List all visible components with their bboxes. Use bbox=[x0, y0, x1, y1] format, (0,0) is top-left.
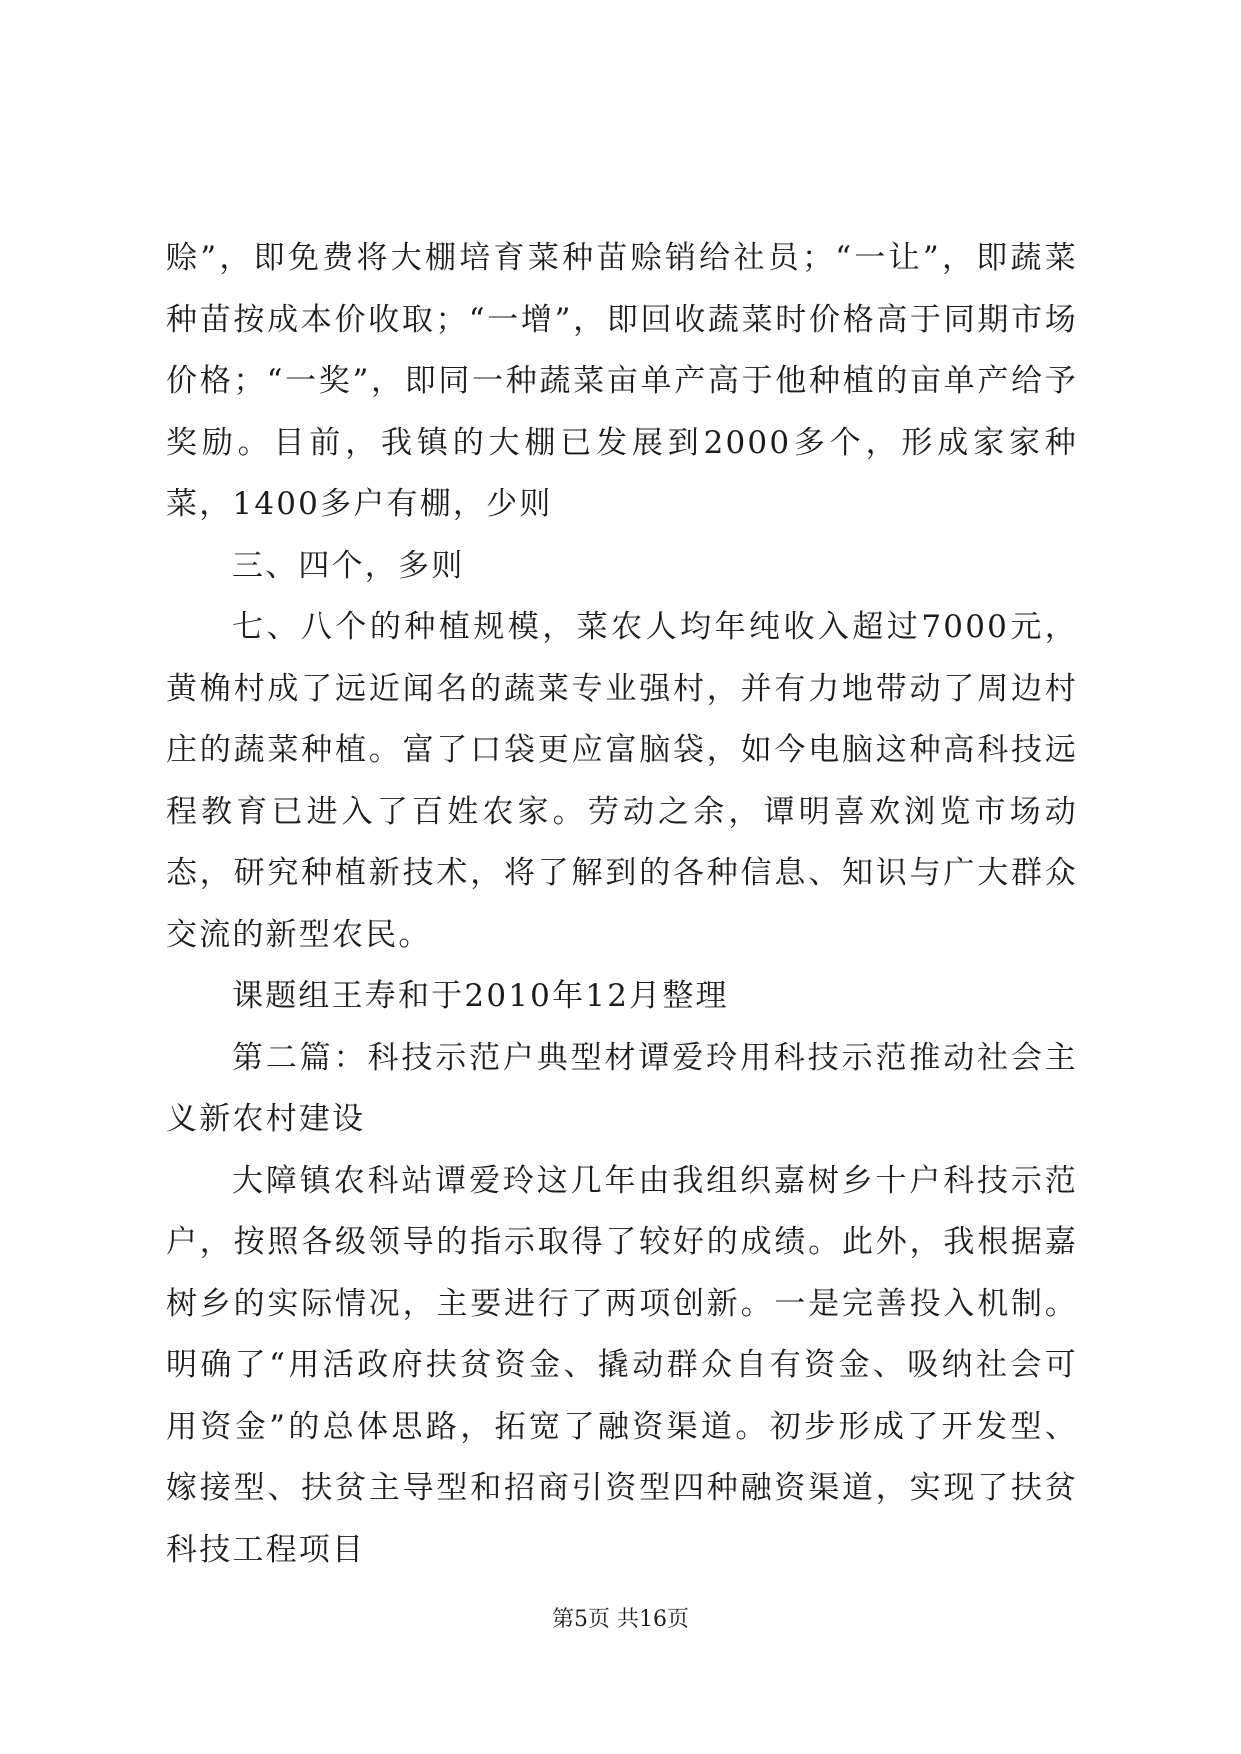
section-heading: 第二篇：科技示范户典型材谭爱玲用科技示范推动社会主义新农村建设 bbox=[166, 1039, 1078, 1137]
paragraph-1: 赊”，即免费将大棚培育菜种苗赊销给社员；“一让”，即蔬菜种苗按成本价收取；“一增”，即回收蔬菜时价格高于同期市场价格；“一奖”，即同一种蔬菜亩单产高于他种植的亩单产给予奖励。目前，我镇的大棚已发展到2000多个，形成家家种菜，1400多户有棚，少则 bbox=[166, 240, 1078, 522]
paragraph-4: 课题组王寿和于2010年12月整理 bbox=[232, 978, 729, 1014]
paragraph-3: 七、八个的种植规模，菜农人均年纯收入超过7000元，黄桷村成了远近闻名的蔬菜专业强村，并有力地带动了周边村庄的蔬菜种植。富了口袋更应富脑袋，如今电脑这种高科技远程教育已进入了百姓农家。劳动之余，谭明喜欢浏览市场动态，研究种植新技术，将了解到的各种信息、知识与广大群众交流的新型农民。 bbox=[166, 609, 1078, 953]
paragraph-2: 三、四个，多则 bbox=[232, 547, 465, 584]
page-footer: 第5页 共16页 bbox=[552, 1607, 689, 1632]
paragraph-6: 大障镇农科站谭爱玲这几年由我组织嘉树乡十户科技示范户，按照各级领导的指示取得了较好的成绩。此外，我根据嘉树乡的实际情况，主要进行了两项创新。一是完善投入机制。明确了“用活政府扶贫资金、撬动群众自有资金、吸纳社会可用资金”的总体思路，拓宽了融资渠道。初步形成了开发型、嫁接型、扶贫主导型和招商引资型四种融资渠道，实现了扶贫科技工程项目 bbox=[166, 1162, 1078, 1568]
document-body bbox=[166, 228, 1078, 1581]
